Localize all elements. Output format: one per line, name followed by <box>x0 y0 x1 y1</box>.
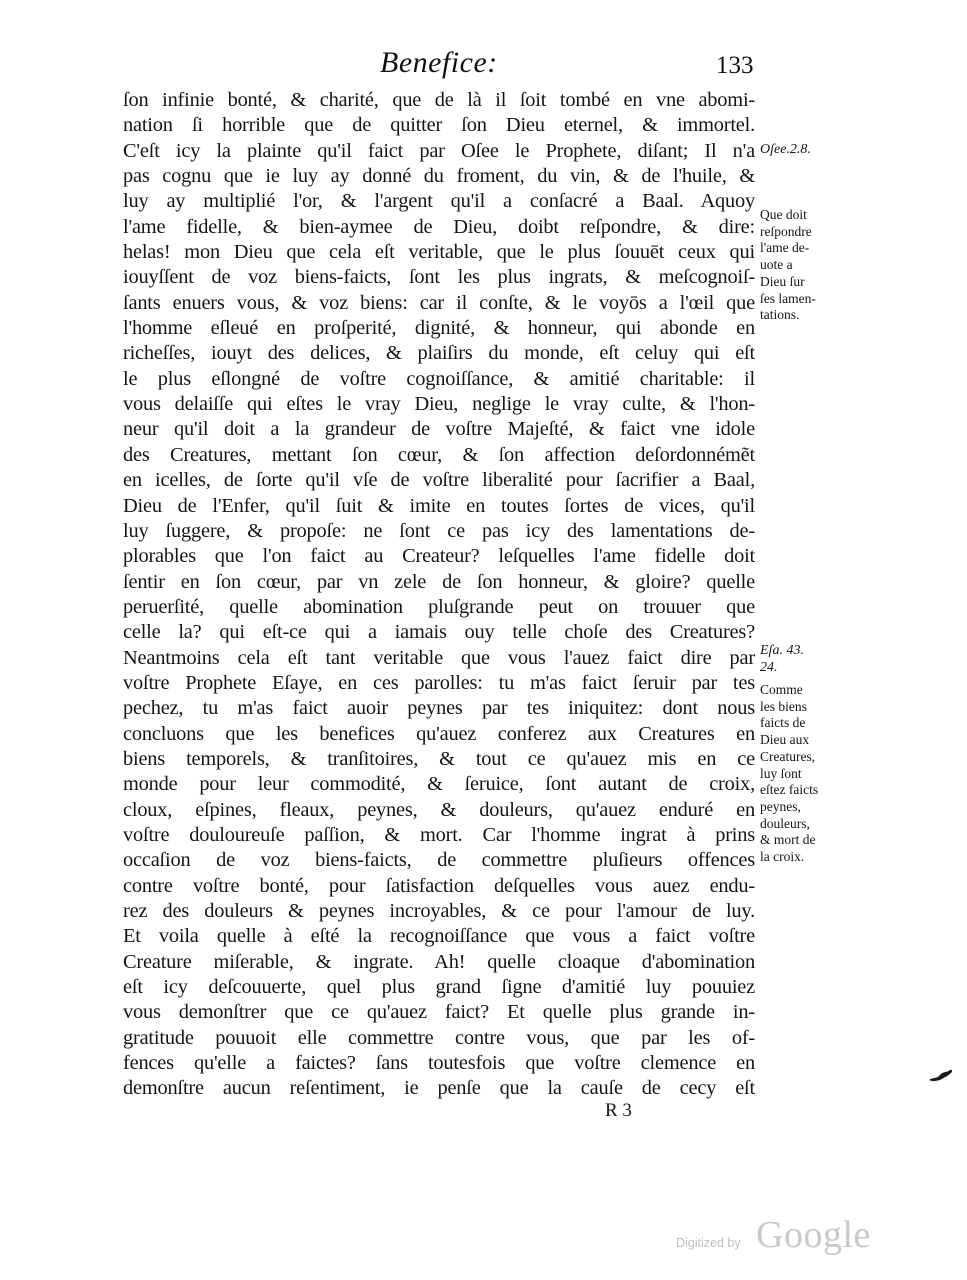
text-line: pas cognu que ie luy ay donné du froment, du vin, & de l'huile, & <box>123 165 755 188</box>
text-line: helas! mon Dieu que cela eſt veritable, que le plus ſouuēt ceux qui <box>123 241 755 264</box>
margin-note-line: Oſee.2.8. <box>760 142 811 157</box>
page-number: 133 <box>716 52 754 79</box>
margin-note-line: eſtez faicts <box>760 782 819 798</box>
margin-note-line: Creatures, <box>760 748 816 764</box>
text-line: celle la? qui eſt-ce qui a iamais ouy telle choſe des Creatures? <box>123 621 755 644</box>
text-line: le plus eſlongné de voſtre cognoiſſance, & amitié charitable: il <box>123 367 755 390</box>
margin-note-line: luy ſont <box>760 765 802 781</box>
ink-blot-icon <box>928 1068 954 1082</box>
text-line: Dieu de l'Enfer, qu'il ſuit & imite en toutes ſortes de vices, qu'il <box>123 494 755 517</box>
text-line: nation ſi horrible que de quitter ſon Dieu eternel, & immortel. <box>123 114 755 137</box>
text-line: occaſion de voz biens-faicts, de commettre pluſieurs offences <box>123 849 755 872</box>
text-line: Creature miſerable, & ingrate. Ah! quelle cloaque d'abomination <box>123 950 755 973</box>
margin-reference <box>760 643 852 676</box>
text-line: voſtre douloureuſe paſſion, & mort. Car l'homme ingrat à prins <box>123 823 755 846</box>
text-line: luy ay multiplié l'or, & l'argent qu'il a conſacré a Baal. Aquoy <box>123 190 755 213</box>
margin-note <box>760 682 852 866</box>
digitized-by-google-watermark <box>676 1215 876 1259</box>
text-line: demonſtre aucun reſentiment, ie penſe que la cauſe de cecy eſt <box>123 1077 755 1100</box>
text-line: biens temporels, & tranſitoires, & tout ce qu'auez mis en ce <box>123 747 755 770</box>
text-line: eſt icy deſcouuerte, quel plus grand ſigne d'amitié luy pouuiez <box>123 976 755 999</box>
running-title: Benefice: <box>380 46 498 79</box>
text-line: vous delaiſſe qui eſtes le vray Dieu, neglige le vray culte, & l'hon- <box>123 393 755 416</box>
watermark-prefix: Digitized by <box>676 1236 741 1250</box>
margin-note-line: Dieu aux <box>760 732 810 748</box>
margin-note-line: Que doit <box>760 207 807 222</box>
margin-note-line: Dieu ſur <box>760 273 805 289</box>
margin-note <box>760 207 852 324</box>
text-line: peruerſité, quelle abomination pluſgrande peut on trouuer que <box>123 595 755 618</box>
margin-note-line: Comme <box>760 682 803 697</box>
text-line: l'homme eſleué en proſperité, dignité, & honneur, qui abonde en <box>123 317 755 340</box>
text-line: voſtre Prophete Eſaye, en ces parolles: tu m'as faict ſeruir par tes <box>123 671 755 694</box>
text-line: C'eſt icy la plainte qu'il faict par Oſee le Prophete, diſant; Il n'a <box>123 139 755 162</box>
margin-reference <box>760 142 852 159</box>
text-line: gratitude pouuoit elle commettre contre vous, que par les of- <box>123 1026 755 1049</box>
margin-note-line: peynes, <box>760 798 801 814</box>
margin-note-line: les biens <box>760 698 807 714</box>
text-line: rez des douleurs & peynes incroyables, & ce pour l'amour de luy. <box>123 900 755 922</box>
text-line: luy ſuggere, & propoſe: ne ſont ce pas icy des lamentations de- <box>123 519 755 542</box>
text-line: ſon infinie bonté, & charité, que de là il ſoit tombé en vne abomi- <box>123 89 755 111</box>
text-line: en icelles, de ſorte qu'il vſe de voſtre liberalité pour ſacrifier a Baal, <box>123 469 755 492</box>
signature-mark: R 3 <box>605 1100 632 1121</box>
margin-note-line: ſes lamen- <box>760 290 816 306</box>
text-line: ſants enuers vous, & voz biens: car il conſte, & le voyōs a l'œil que <box>123 291 755 314</box>
watermark-brand: Google <box>756 1214 871 1256</box>
margin-note-line: Eſa. 43. <box>760 643 804 658</box>
text-line: iouyſſent de voz biens-faicts, ſont les plus ingrats, & meſcognoiſ- <box>123 266 755 289</box>
text-line: des Creatures, mettant ſon cœur, & ſon affection deſordonnémẽt <box>123 443 755 466</box>
text-line: contre voſtre bonté, pour ſatisfaction deſquelles vous auez endu- <box>123 874 755 897</box>
text-line: plorables que l'on faict au Createur? leſquelles l'ame fidelle doit <box>123 545 755 568</box>
text-line: cloux, eſpines, fleaux, peynes, & douleurs, qu'auez enduré en <box>123 798 755 821</box>
text-line: concluons que les benefices qu'auez conferez aux Creatures en <box>123 722 755 745</box>
text-line: fences qu'elle a faictes? ſans toutesfois que voſtre clemence en <box>123 1052 755 1075</box>
text-line: Neantmoins cela eſt tant veritable que vous l'auez faict dire par <box>123 646 755 669</box>
text-line: richeſſes, iouyt des delices, & plaiſirs du monde, eſt celuy qui eſt <box>123 342 755 365</box>
text-line: l'ame fidelle, & bien-aymee de Dieu, doibt reſpondre, & dire: <box>123 215 755 238</box>
body-text <box>123 88 755 1102</box>
margin-note-line: la croix. <box>760 849 805 865</box>
text-line: neur qu'il doit a la grandeur de voſtre Majeſté, & faict vne idole <box>123 418 755 441</box>
margin-note-line: & mort de <box>760 832 816 848</box>
margin-note-line: 24. <box>760 659 778 675</box>
margin-note-line: reſpondre <box>760 223 812 239</box>
text-line: ſentir en ſon cœur, par vn zele de ſon honneur, & gloire? quelle <box>123 570 755 593</box>
text-line: pechez, tu m'as faict auoir peynes par tes iniquitez: dont nous <box>123 697 755 720</box>
margin-note-line: uote a <box>760 257 793 273</box>
margin-note-line: douleurs, <box>760 815 810 831</box>
margin-note-line: l'ame de- <box>760 240 810 256</box>
margin-note-line: faicts de <box>760 715 806 731</box>
text-line: monde pour leur commodité, & ſeruice, ſont autant de croix, <box>123 773 755 796</box>
text-line: vous demonſtrer que ce qu'auez faict? Et quelle plus grande in- <box>123 1001 755 1024</box>
margin-note-line: tations. <box>760 307 800 323</box>
text-line: Et voila quelle à eſté la recognoiſſance que vous a faict voſtre <box>123 925 755 948</box>
